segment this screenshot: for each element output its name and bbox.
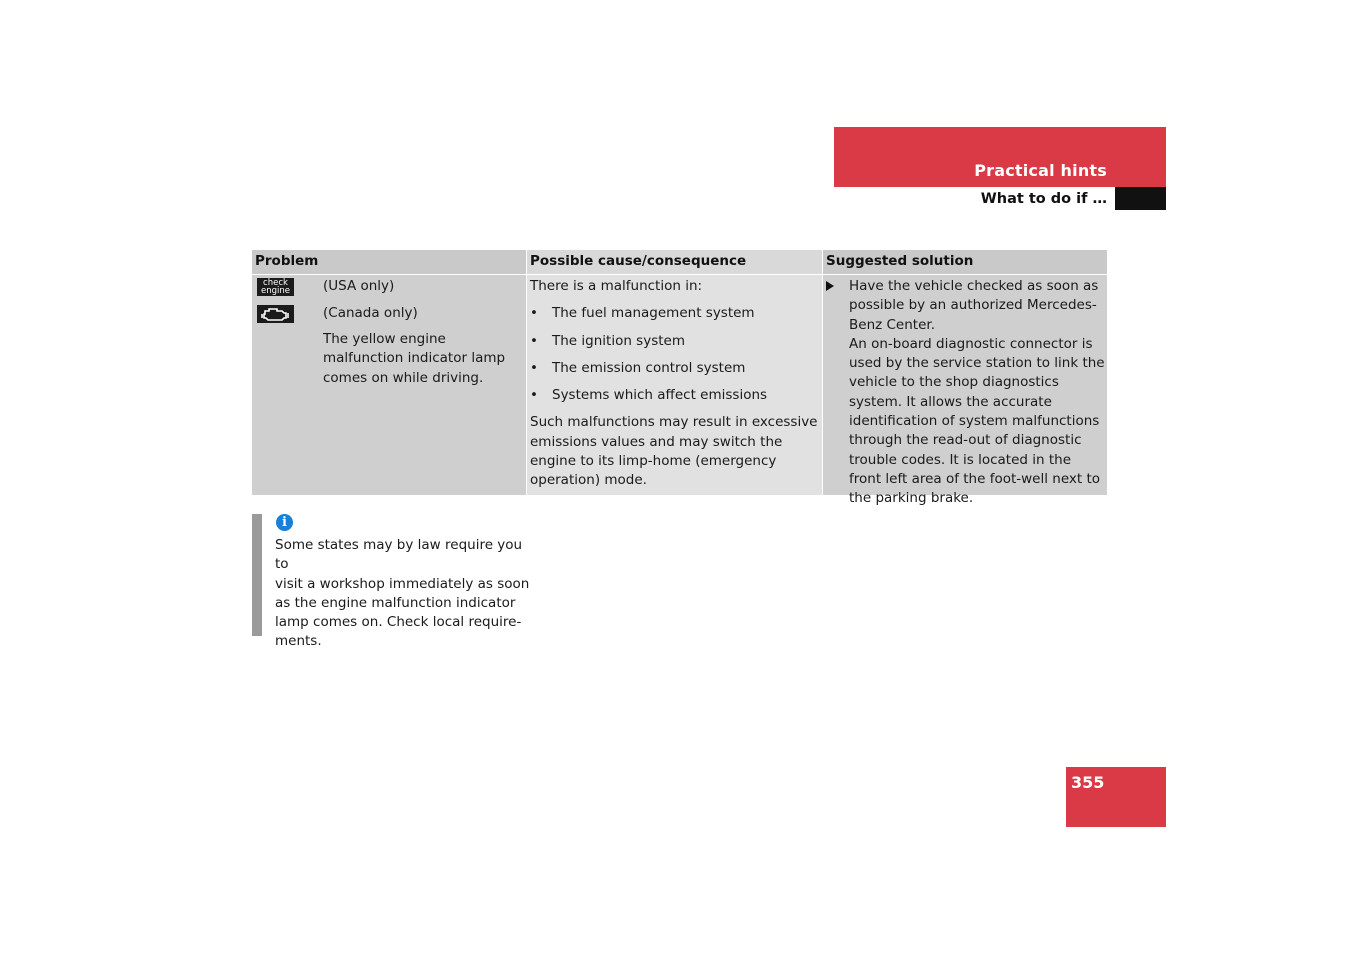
cause-intro: There is a malfunction in: xyxy=(530,278,703,294)
check-engine-icon-line2: engine xyxy=(261,286,290,296)
troubleshooting-table xyxy=(252,250,1107,507)
bullet-icon: • xyxy=(530,305,538,322)
page-number: 355 xyxy=(1071,773,1105,792)
solution-text: Have the vehicle checked as soon as possible by an authorized Mercedes-Benz Center. An on-board diagnostic connector is used by the service station to link the vehicle to the shop diagnostics system. It allows the accurate identification of system malfunctions through the read-out of diagnostic trouble codes. It is located in the front left area of the foot-well next to the parking brake. xyxy=(849,278,1105,507)
page-number-box xyxy=(1066,767,1166,827)
list-item-text: The emission control system xyxy=(552,359,746,376)
problem-description: The yellow engine malfunction indicator lamp comes on while driving. xyxy=(323,331,506,386)
list-item-text: Systems which affect emissions xyxy=(552,387,768,404)
note-bar xyxy=(252,514,262,636)
usa-only-label: (USA only) xyxy=(323,278,395,294)
check-engine-icon-line1: check xyxy=(263,278,288,288)
canada-only-label: (Canada only) xyxy=(323,305,418,321)
cause-consequence: Such malfunctions may result in excessive emissions values and may switch the engine to its limp-home (emergency operation) mode. xyxy=(530,414,818,489)
list-item xyxy=(530,304,820,323)
solution-content xyxy=(826,277,1106,509)
bullet-icon: • xyxy=(530,332,538,349)
subsection-marker xyxy=(1115,187,1166,210)
list-item xyxy=(530,386,820,405)
problem-column xyxy=(252,250,526,495)
engine-icon xyxy=(257,305,294,323)
check-engine-icon xyxy=(257,278,294,296)
solution-header: Suggested solution xyxy=(823,250,1107,275)
list-item-text: The fuel management system xyxy=(552,305,755,322)
cause-column xyxy=(527,250,822,495)
subsection-title: What to do if … xyxy=(980,191,1107,207)
solution-column xyxy=(823,250,1107,507)
bullet-icon: • xyxy=(530,359,538,376)
section-title: Practical hints xyxy=(974,161,1107,180)
action-arrow-icon xyxy=(826,281,834,291)
problem-header: Problem xyxy=(252,250,526,275)
subsection-header xyxy=(834,187,1166,210)
list-item-text: The ignition system xyxy=(552,332,685,349)
list-item xyxy=(530,332,820,351)
cause-content xyxy=(530,277,820,491)
info-note xyxy=(252,514,542,650)
cause-header: Possible cause/consequence xyxy=(527,250,822,275)
section-header-band xyxy=(834,127,1166,187)
bullet-icon: • xyxy=(530,387,538,404)
info-icon: i xyxy=(276,514,293,531)
list-item xyxy=(530,359,820,378)
note-text: Some states may by law require you to visit a workshop immediately as soon as the engine malfunction indicator lamp comes on. Check local require- ments. xyxy=(275,537,530,650)
